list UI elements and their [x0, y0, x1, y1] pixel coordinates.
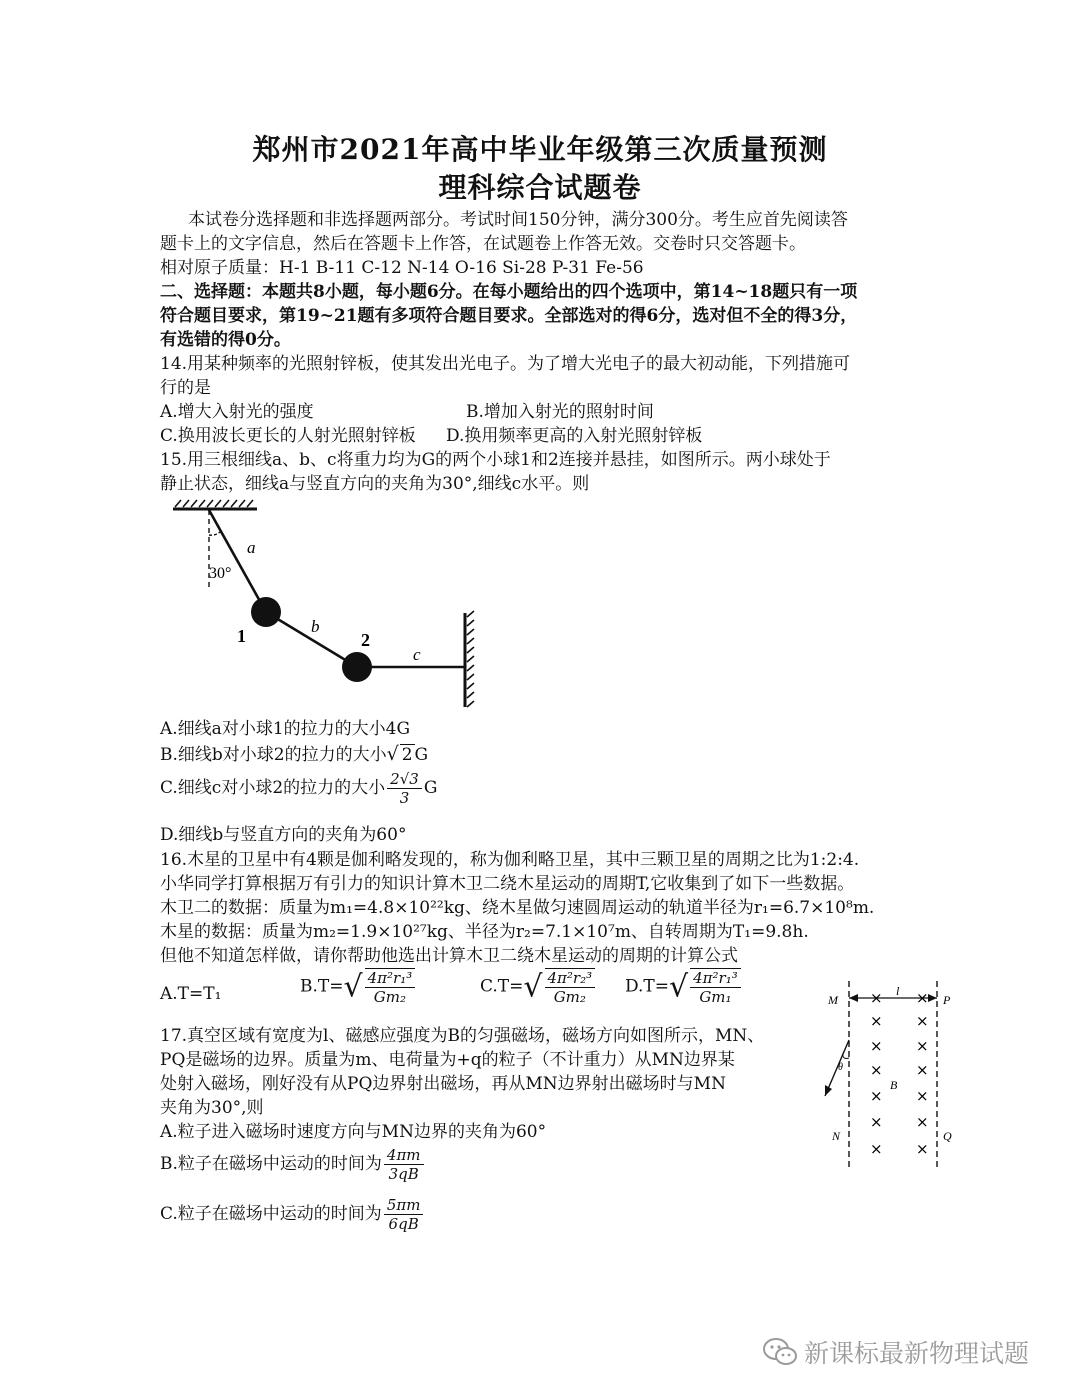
q17-stem-1: 17.真空区域有宽度为l、磁感应强度为B的匀强磁场，磁场方向如图所示，MN、 [160, 1026, 765, 1046]
field-cross: × [870, 1087, 883, 1105]
field-cross: × [916, 1037, 929, 1055]
q16-stem-1: 16.木星的卫星中有4颗是伽利略发现的，称为伽利略卫星，其中三颗卫星的周期之比为1:2:4. [160, 850, 860, 870]
section-line-3: 有选错的得0分。 [160, 330, 291, 350]
q15-option-b: B.细线b对小球2的拉力的大小√ 2 G [160, 743, 429, 765]
q17-c-numerator: 5πm [384, 1196, 424, 1215]
ball-2 [342, 652, 372, 682]
q16-stem-4: 木星的数据：质量为m₂=1.9×10²⁷kg、半径为r₂=7.1×10⁷m、自转周期为T₁=9.8h. [160, 922, 809, 942]
q17-option-b-text: B.粒子在磁场中运动的时间为 [160, 1154, 382, 1174]
q14-stem-2: 行的是 [160, 378, 211, 398]
q16-stem-2: 小华同学打算根据万有引力的知识计算木卫二绕木星运动的周期T,它收集到了如下一些数据。 [160, 874, 855, 894]
q16-b-numerator: 4π²r₁³ [365, 969, 416, 988]
q17-stem-3: 处射入磁场，刚好没有从PQ边界射出磁场，再从MN边界射出磁场时与MN [160, 1074, 726, 1094]
q15-pendulum-diagram [165, 495, 485, 710]
angle-label: 30° [209, 565, 232, 582]
label-B: B [890, 1078, 898, 1092]
q17-b-numerator: 4πm [384, 1146, 424, 1165]
wechat-icon [762, 1337, 798, 1367]
field-cross: × [916, 1061, 929, 1079]
label-Q: Q [943, 1129, 952, 1143]
q17-stem-4: 夹角为30°,则 [160, 1098, 264, 1118]
label-ball-2: 2 [361, 630, 370, 650]
q15-stem-1: 15.用三根细线a、b、c将重力均为G的两个小球1和2连接并悬挂，如图所示。两小球处于 [160, 450, 831, 470]
label-a: a [247, 538, 256, 557]
field-cross: × [916, 1012, 929, 1030]
q15-option-c-text: C.细线c对小球2的拉力的大小 [160, 778, 386, 798]
field-cross: × [870, 1061, 883, 1079]
q17-stem-2: PQ是磁场的边界。质量为m、电荷量为+q的粒子（不计重力）从MN边界某 [160, 1050, 735, 1070]
section-line-1: 二、选择题：本题共8小题，每小题6分。在每小题给出的四个选项中，第14~18题只有一项 [160, 282, 858, 302]
q16-option-b: B.T=√ $\frac{\text{4π²r₁³}}{\text{Gm₂}}$ [300, 968, 417, 1006]
page-subtitle: 理科综合试题卷 [438, 171, 642, 204]
q15-option-a: A.细线a对小球1的拉力的大小4G [160, 719, 411, 739]
ball-1 [251, 597, 281, 627]
q17-b-denominator: 3qB [388, 1165, 419, 1183]
q16-option-d-text: D.T= [625, 976, 670, 997]
intro-line-3: 相对原子质量：H-1 B-11 C-12 N-14 O-16 Si-28 P-31 Fe-56 [160, 258, 644, 278]
field-cross: × [916, 989, 929, 1007]
q14-option-b: B.增加入射光的照射时间 [466, 402, 654, 422]
q14-option-c: C.换用波长更长的人射光照射锌板 [160, 426, 416, 446]
q16-option-c-text: C.T= [480, 976, 524, 997]
page-title: 郑州市2021年高中毕业年级第三次质量预测 [252, 133, 828, 166]
field-crosses [870, 989, 929, 1158]
q17-option-a: A.粒子进入磁场时速度方向与MN边界的夹角为60° [160, 1122, 547, 1142]
q17-magnetic-field-diagram [822, 978, 967, 1173]
q17-c-denominator: 6qB [388, 1215, 419, 1233]
field-cross: × [870, 1113, 883, 1131]
intro-line-2: 题卡上的文字信息，然后在答题卡上作答，在试题卷上作答无效。交卷时只交答题卡。 [160, 234, 806, 254]
q17-option-b [160, 1146, 426, 1183]
label-N: N [832, 1129, 841, 1143]
q17-option-c-text: C.粒子在磁场中运动的时间为 [160, 1204, 382, 1224]
q16-b-denominator: Gm₂ [373, 988, 407, 1006]
field-cross: × [916, 1140, 929, 1158]
watermark-text: 新课标最新物理试题 [804, 1339, 1030, 1368]
field-cross: × [870, 1140, 883, 1158]
q15-option-d: D.细线b与竖直方向的夹角为60° [160, 825, 407, 845]
q15-c-denominator: 3 [399, 789, 410, 807]
intro-line-1: 本试卷分选择题和非选择题两部分。考试时间150分钟，满分300分。考生应首先阅读答 [188, 210, 848, 230]
q16-stem-5: 但他不知道怎样做，请你帮助他选出计算木卫二绕木星运动的周期的计算公式 [160, 946, 738, 966]
label-b: b [311, 617, 320, 636]
q16-d-numerator: 4π²r₁³ [690, 969, 741, 988]
q15-option-b-root: 2 [401, 745, 413, 765]
q15-option-c-unit: G [423, 778, 438, 798]
q17-option-c [160, 1196, 425, 1233]
field-cross: × [870, 989, 883, 1007]
label-M: M [828, 993, 838, 1007]
label-P: P [943, 993, 951, 1007]
q16-option-b-text: B.T= [300, 976, 344, 997]
q16-option-a: A.T=T₁ [160, 984, 222, 1004]
field-cross: × [916, 1087, 929, 1105]
q15-stem-2: 静止状态，细线a与竖直方向的夹角为30°,细线c水平。则 [160, 474, 590, 494]
q16-stem-3: 木卫二的数据：质量为m₁=4.8×10²²kg、绕木星做匀速圆周运动的轨道半径为r₁=6.7×10⁸m. [160, 898, 875, 918]
q15-option-b-text: B.细线b对小球2的拉力的大小 [160, 745, 387, 765]
label-ball-1: 1 [237, 626, 246, 646]
q16-option-d: D.T=√ $\frac{\text{4π²r₁³}}{\text{Gm₁}}$ [625, 968, 743, 1006]
q15-option-b-unit: G [414, 745, 429, 765]
label-theta: θ [838, 1062, 843, 1073]
q15-option-c [160, 770, 437, 807]
q14-stem-1: 14.用某种频率的光照射锌板，使其发出光电子。为了增大光电子的最大初动能，下列措施可 [160, 354, 851, 374]
watermark [762, 1334, 1029, 1370]
field-cross: × [916, 1113, 929, 1131]
q16-d-denominator: Gm₁ [699, 988, 732, 1006]
q16-option-c: C.T=√ $\frac{\text{4π²r₂³}}{\text{Gm₂}}$ [480, 968, 597, 1006]
label-c: c [413, 645, 421, 664]
q14-option-a: A.增大入射光的强度 [160, 402, 314, 422]
q16-c-denominator: Gm₂ [553, 988, 586, 1006]
q15-c-numerator: 2√3 [387, 770, 422, 789]
section-line-2: 符合题目要求，第19~21题有多项符合题目要求。全部选对的得6分，选对但不全的得3分， [160, 306, 858, 326]
q14-option-d: D.换用频率更高的入射光照射锌板 [446, 426, 703, 446]
label-l: l [896, 984, 900, 998]
q16-c-numerator: 4π²r₂³ [545, 969, 596, 988]
field-cross: × [870, 1037, 883, 1055]
field-cross: × [870, 1012, 883, 1030]
